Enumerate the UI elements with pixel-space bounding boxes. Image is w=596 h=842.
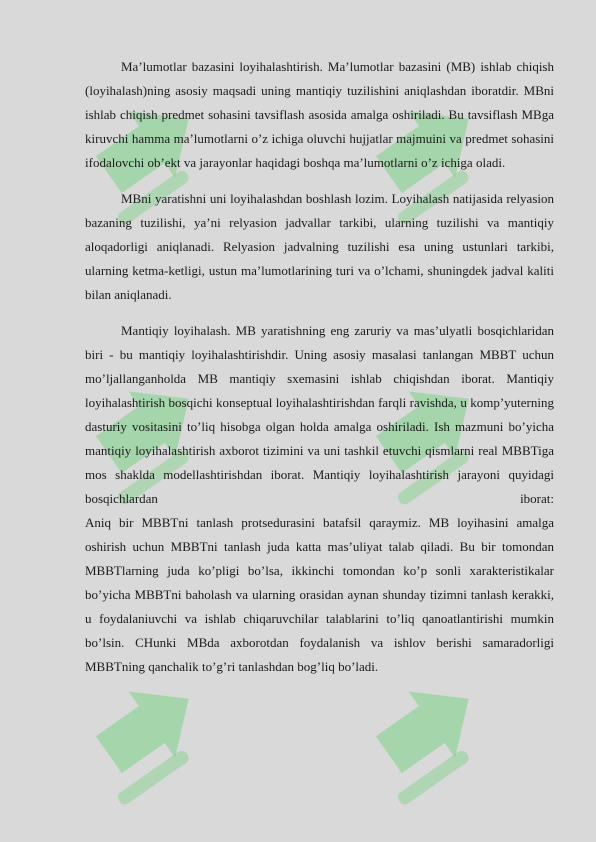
paragraph-text: Aniq bir MBBTni tanlash protsedurasini batafsil qaraymiz. MB loyihasini amalga oshirish uchun MBBTni tanlash juda katta mas’uliyat talab qiladi. Bu bir tomondan MBBTlarning juda ko’pligi bo’lsa, ikkinchi tomondan ko’p sonli xarakteristikalar bo’yicha MBBTni baholash va ularning orasidan aynan shunday tizimni tanlash kerakki, u foydalaniuvchi va ishlab chiqaruvchilar talablarini to’liq qanoatlantirishi mumkin bo’lsin. CHunki MBda axborotdan foydalanish va ishlov berishi samaradorligi MBBTning qanchalik to’g’ri tanlashdan bog’liq bo’ladi. xyxy=(85,515,554,674)
paragraph-mb-yaratish xyxy=(85,187,554,307)
document-body xyxy=(85,55,554,679)
paragraph-mb-loyihalashtirish xyxy=(85,55,554,175)
paragraph-text: MBni yaratishni uni loyihalashdan boshlash lozim. Loyihalash natijasida relyasion bazaning tuzilishi, ya’ni relyasion jadvallar tarkibi, ularning tuzilishi va mantiqiy aloqadorligi aniqlanadi. Relyasion jadvalning tuzilishi esa uning ustunlari tarkibi, ularning ketma-ketligi, ustun ma’lumotlarining turi va o’lchami, shuningdek jadval kaliti bilan aniqlanadi. xyxy=(85,191,554,302)
paragraph-text: Ma’lumotlar bazasini (MB) ishlab chiqish (loyihalash)ning asosiy maqsadi uning mantiqiy tuzilishini aniqlashdan iboratdir. MBni ishlab chiqish predmet sohasini tavsiflash asosida amalga oshiriladi. Bu tavsiflash MBga kiruvchi hamma ma’lumotlarni o’z ichiga oluvchi hujjatlar majmuini va predmet sohasini ifodalovchi ob’ekt va jarayonlar haqidagi boshqa ma’lumotlarni o’z ichiga oladi. xyxy=(85,59,554,170)
watermark-logo-icon xyxy=(355,660,505,810)
watermark-logo-icon xyxy=(75,660,225,810)
paragraph-text: MB yaratishning eng zaruriy va mas’ulyatli bosqichlaridan biri - bu mantiqiy loyihalashtirishdir. Uning asosiy masalasi tanlangan MBBT uchun mo’ljallanganholda MB mantiqiy sxemasini ishlab chiqishdan iborat. Mantiqiy loyihalashtirish bosqichi konseptual loyihalashtirishdan farqli ravishda, u komp’yuterning dasturiy vositasini to’liq hisobga olgan holda amalga oshiriladi. Ish mazmuni bo’yicha mantiqiy loyihalashtirish axborot tizimini va uni tashkil etuvchi qismlarni real MBBTiga mos shaklda modellashtirishdan iborat. Mantiqiy loyihalashtirish jarayoni quyidagi bosqichlardan iborat: xyxy=(85,323,554,506)
paragraph-mantiqiy-loyihalash xyxy=(85,319,554,511)
paragraph-lead: Ma’lumotlar bazasini loyihalashtirish. xyxy=(121,59,323,74)
paragraph-mbbt-tanlash xyxy=(85,511,554,679)
paragraph-lead: Mantiqiy loyihalash. xyxy=(121,323,231,338)
